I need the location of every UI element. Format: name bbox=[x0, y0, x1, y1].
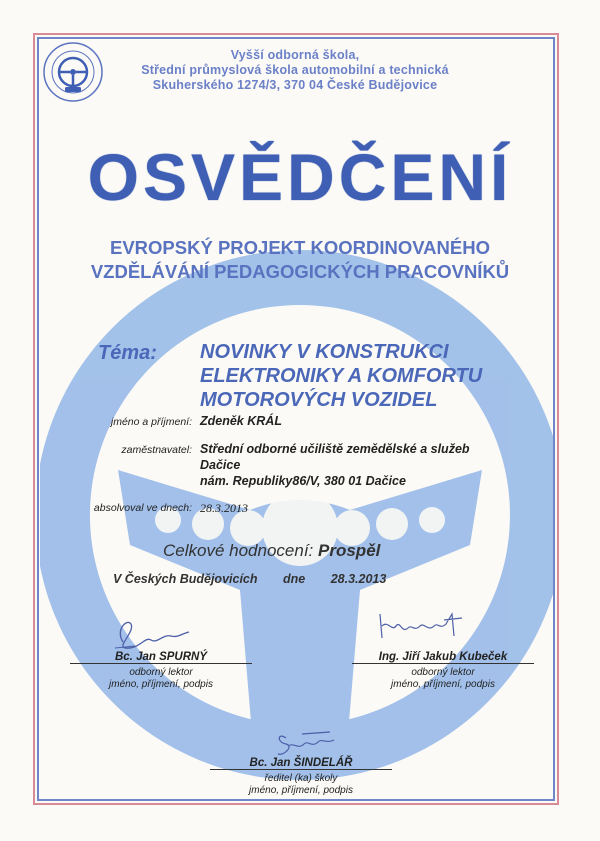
topic-line-3: MOTOROVÝCH VOZIDEL bbox=[200, 389, 438, 411]
place-and-date bbox=[113, 572, 408, 586]
signature-left bbox=[105, 612, 195, 652]
topic-line-1: NOVINKY V KONSTRUKCI bbox=[200, 341, 449, 363]
employer-value bbox=[200, 441, 470, 489]
signature-line-center bbox=[210, 769, 392, 770]
topic-value bbox=[200, 340, 530, 412]
signature-line-right bbox=[352, 663, 534, 664]
school-header bbox=[105, 48, 485, 93]
school-address: Skuherského 1274/3, 370 04 České Budějovice bbox=[152, 78, 438, 92]
signature-center-role-2: jméno, příjmení, podpis bbox=[249, 785, 353, 796]
signature-center-role bbox=[210, 773, 392, 797]
name-label: jméno a příjmení: bbox=[110, 416, 192, 428]
signature-right-role-2: jméno, příjmení, podpis bbox=[391, 679, 495, 690]
employer-label: zaměstnavatel: bbox=[121, 444, 192, 456]
employer-line-3: nám. Republiky86/V, 380 01 Dačice bbox=[200, 474, 406, 488]
school-name-line-1: Vyšší odborná škola, bbox=[230, 48, 360, 62]
date-label: absolvoval ve dnech: bbox=[93, 502, 192, 514]
date-value: 28.3.2013 bbox=[200, 501, 248, 515]
place-city: V Českých Budějovicích bbox=[113, 572, 258, 586]
certificate-title: OSVĚDČENÍ bbox=[87, 140, 513, 214]
evaluation-label: Celkové hodnocení: bbox=[163, 541, 314, 560]
school-name-line-2: Střední průmyslová škola automobilní a technická bbox=[141, 63, 449, 77]
signature-right-role bbox=[352, 667, 534, 691]
signature-left-role bbox=[70, 667, 252, 691]
evaluation-value: Prospěl bbox=[318, 541, 381, 560]
signature-center-name: Bc. Jan ŠINDELÁŘ bbox=[249, 757, 353, 769]
place-date: 28.3.2013 bbox=[330, 572, 387, 586]
signature-left-role-2: jméno, příjmení, podpis bbox=[109, 679, 213, 690]
signature-line-left bbox=[70, 663, 252, 664]
signature-left-name: Bc. Jan SPURNÝ bbox=[114, 651, 208, 663]
signature-center-role-1: ředitel (ka) školy bbox=[264, 773, 338, 784]
place-date-word: dne bbox=[283, 572, 306, 586]
signature-right-role-1: odborný lektor bbox=[411, 667, 475, 678]
project-line-2: VZDĚLÁVÁNÍ PEDAGOGICKÝCH PRACOVNÍKŮ bbox=[90, 261, 510, 282]
topic-line-2: ELEKTRONIKY A KOMFORTU bbox=[200, 365, 483, 387]
signature-right bbox=[372, 608, 468, 646]
employer-line-1: Střední odborné učiliště zemědělské a služeb bbox=[200, 442, 470, 456]
school-logo bbox=[42, 41, 104, 103]
name-value: Zdeněk KRÁL bbox=[200, 414, 282, 428]
signature-right-name: Ing. Jiří Jakub Kubeček bbox=[378, 651, 508, 663]
topic-label: Téma: bbox=[98, 342, 157, 364]
project-line-1: EVROPSKÝ PROJEKT KOORDINOVANÉHO bbox=[110, 237, 490, 258]
signature-left-role-1: odborný lektor bbox=[129, 667, 193, 678]
employer-line-2: Dačice bbox=[200, 458, 241, 472]
overall-evaluation bbox=[163, 541, 380, 561]
project-name bbox=[60, 236, 540, 284]
